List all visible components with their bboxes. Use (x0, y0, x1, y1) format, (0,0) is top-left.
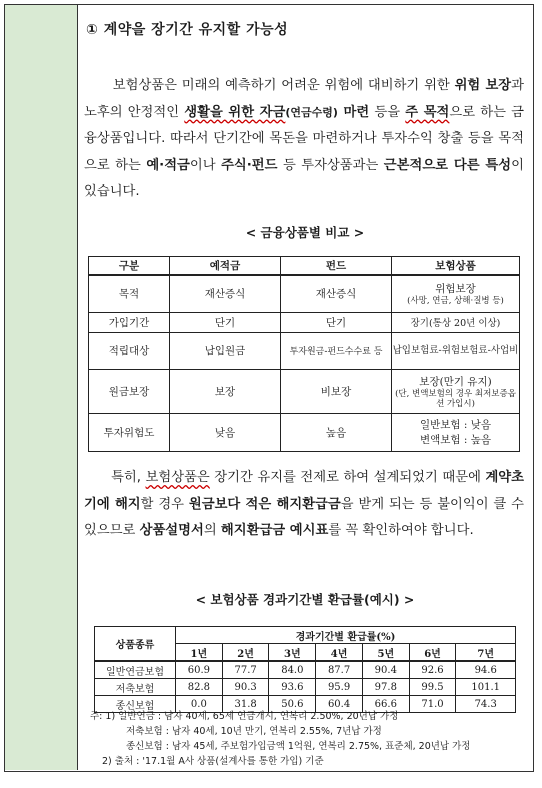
refund-year-header: 4년 (316, 644, 363, 662)
refund-value: 90.4 (362, 661, 409, 679)
left-margin-column (5, 5, 78, 770)
comparison-title: < 금융상품별 비교 > (245, 225, 365, 240)
deposit-cell: 단기 (170, 312, 281, 332)
intro-bold-main-purpose: 주 목적 (405, 104, 450, 120)
intro-text-7: 이 있습니다. (84, 157, 524, 199)
insurance-cell (392, 275, 520, 312)
footnote-3: 종신보험 : 남자 45세, 주보험가입금액 1억원, 연복리 2.75%, 표준체, 20년납 가정 (126, 741, 471, 752)
intro-text-6: 등 투자상품과는 (277, 157, 384, 173)
footnotes (90, 709, 470, 769)
refund-year-header: 6년 (409, 644, 456, 662)
refund-year-header: 5년 (362, 644, 409, 662)
fund-cell: 비보장 (281, 369, 392, 413)
refund-value: 0.0 (176, 696, 223, 713)
deposit-cell: 낮음 (170, 413, 281, 451)
second-bold-early-termination: 계약초기에 해지 (84, 470, 524, 512)
comparison-table (88, 256, 520, 452)
refund-year-header: 3년 (269, 644, 316, 662)
deposit-cell: 납입원금 (170, 332, 281, 369)
comparison-row (89, 275, 520, 312)
intro-text-1: 보험상품은 미래의 예측하기 어려운 위험에 대비하기 위한 (112, 78, 455, 93)
second-text-1: 특히, (111, 470, 146, 485)
document-content (78, 5, 532, 770)
refund-row (95, 679, 516, 696)
refund-row (95, 661, 516, 679)
refund-value: 93.6 (269, 679, 316, 696)
footnote-source: 2) 출처 : '17.1월 A사 상품(설계사를 통한 가입) 기준 (102, 756, 324, 767)
second-bold-refund-less: 원금보다 적은 해지환급금 (188, 496, 341, 512)
refund-value: 50.6 (269, 696, 316, 713)
intro-bold-risk-coverage: 위험 보장 (454, 78, 512, 93)
intro-annuity-note: (연금수령) (285, 105, 338, 119)
footnote-2: 저축보험 : 남자 40세, 10년 만기, 연복리 2.55%, 7년납 가정 (126, 726, 382, 737)
refund-header-group: 경과기간별 환급률(%) (176, 627, 516, 644)
refund-value: 87.7 (316, 661, 363, 679)
intro-bold-deposits: 예·적금 (146, 157, 190, 173)
second-text-5: 의 (203, 523, 221, 538)
fund-cell: 단기 (281, 312, 392, 332)
refund-value: 84.0 (269, 661, 316, 679)
insurance-note: (사망, 연금, 상해·질병 등) (407, 296, 504, 307)
comparison-header-category: 구분 (89, 257, 170, 276)
refund-year-header: 1년 (176, 644, 223, 662)
intro-text-4: 으로 하는 금융상품입니다. 따라서 단기간에 목돈을 마련하거나 투자수익 창출 등을 목적으로 하는 (84, 104, 524, 173)
refund-value: 74.3 (456, 696, 516, 713)
insurance-cell: 장기(통상 20년 이상) (392, 312, 520, 332)
comparison-row (89, 332, 520, 369)
refund-product-name: 종신보험 (95, 696, 176, 713)
second-text-2: 장기간 유지를 전제로 하여 설계되었기 때문에 (209, 470, 486, 485)
row-label: 원금보장 (89, 369, 170, 413)
refund-value: 66.6 (362, 696, 409, 713)
refund-value: 97.8 (362, 679, 409, 696)
refund-year-header: 2년 (222, 644, 269, 662)
row-label: 적립대상 (89, 332, 170, 369)
refund-value: 92.6 (409, 661, 456, 679)
refund-value: 71.0 (409, 696, 456, 713)
comparison-row (89, 312, 520, 332)
refund-value: 95.9 (316, 679, 363, 696)
section-heading: ① 계약을 장기간 유지할 가능성 (86, 22, 289, 38)
second-insurance-products: 보험상품은 (145, 470, 210, 485)
row-label: 투자위험도 (89, 413, 170, 451)
refund-value: 101.1 (456, 679, 516, 696)
intro-bold-preparation: 마련 (337, 104, 370, 120)
comparison-row (89, 413, 520, 451)
refund-value: 60.4 (316, 696, 363, 713)
insurance-cell (392, 413, 520, 451)
insurance-note: 변액보험 : 높음 (419, 434, 492, 446)
deposit-cell: 보장 (170, 369, 281, 413)
insurance-main: 일반보험 : 낮음 (419, 419, 492, 431)
refund-value: 60.9 (176, 661, 223, 679)
refund-header-product: 상품종류 (95, 627, 176, 662)
intro-bold-fundamental-difference: 근본적으로 다른 특성 (383, 157, 512, 173)
intro-bold-living-fund: 생활을 위한 자금 (184, 104, 286, 120)
row-label: 목적 (89, 275, 170, 312)
refund-table (94, 626, 516, 713)
insurance-main: 위험보장 (435, 283, 476, 296)
refund-value: 77.7 (222, 661, 269, 679)
refund-value: 90.3 (222, 679, 269, 696)
fund-cell: 투자원금-펀드수수료 등 (281, 332, 392, 369)
intro-text-2: 과 노후의 안정적인 (84, 78, 524, 120)
refund-value: 94.6 (456, 661, 516, 679)
second-text-3: 할 경우 (140, 496, 189, 512)
refund-title: < 보험상품 경과기간별 환급률(예시) > (195, 592, 415, 607)
refund-value: 31.8 (222, 696, 269, 713)
refund-product-name: 일반연금보험 (95, 661, 176, 679)
refund-year-header: 7년 (456, 644, 516, 662)
second-bold-refund-table: 해지환급금 예시표 (220, 523, 329, 538)
intro-text-5: 이나 (189, 157, 222, 173)
deposit-cell: 재산증식 (170, 275, 281, 312)
comparison-header-deposit: 예적금 (170, 257, 281, 276)
second-bold-product-manual: 상품설명서 (139, 523, 204, 538)
insurance-main: 보장(만기 유지) (419, 375, 492, 388)
row-label: 가입기간 (89, 312, 170, 332)
insurance-note: (단, 변액보험의 경우 최저보증옵션 가입시) (395, 388, 516, 409)
fund-cell: 재산증식 (281, 275, 392, 312)
second-text-4: 을 받게 되는 등 불이익이 클 수 있으므로 (84, 496, 524, 538)
second-paragraph (84, 465, 524, 545)
intro-paragraph (84, 73, 524, 206)
comparison-header-insurance: 보험상품 (392, 257, 520, 276)
refund-product-name: 저축보험 (95, 679, 176, 696)
comparison-row (89, 369, 520, 413)
intro-bold-stocks-funds: 주식·펀드 (221, 157, 278, 173)
second-text-6: 를 꼭 확인하여야 합니다. (328, 523, 474, 538)
comparison-header-fund: 펀드 (281, 257, 392, 276)
insurance-cell (392, 369, 520, 413)
footnote-1: 주: 1) 일반연금 : 남자 40세, 65세 연금개시, 연복리 2.50%, 20년납 가정 (90, 711, 399, 722)
refund-value: 82.8 (176, 679, 223, 696)
refund-value: 99.5 (409, 679, 456, 696)
insurance-cell: 납입보험료-위험보험료-사업비 (392, 332, 520, 369)
intro-text-3: 등을 (369, 104, 406, 120)
fund-cell: 높음 (281, 413, 392, 451)
